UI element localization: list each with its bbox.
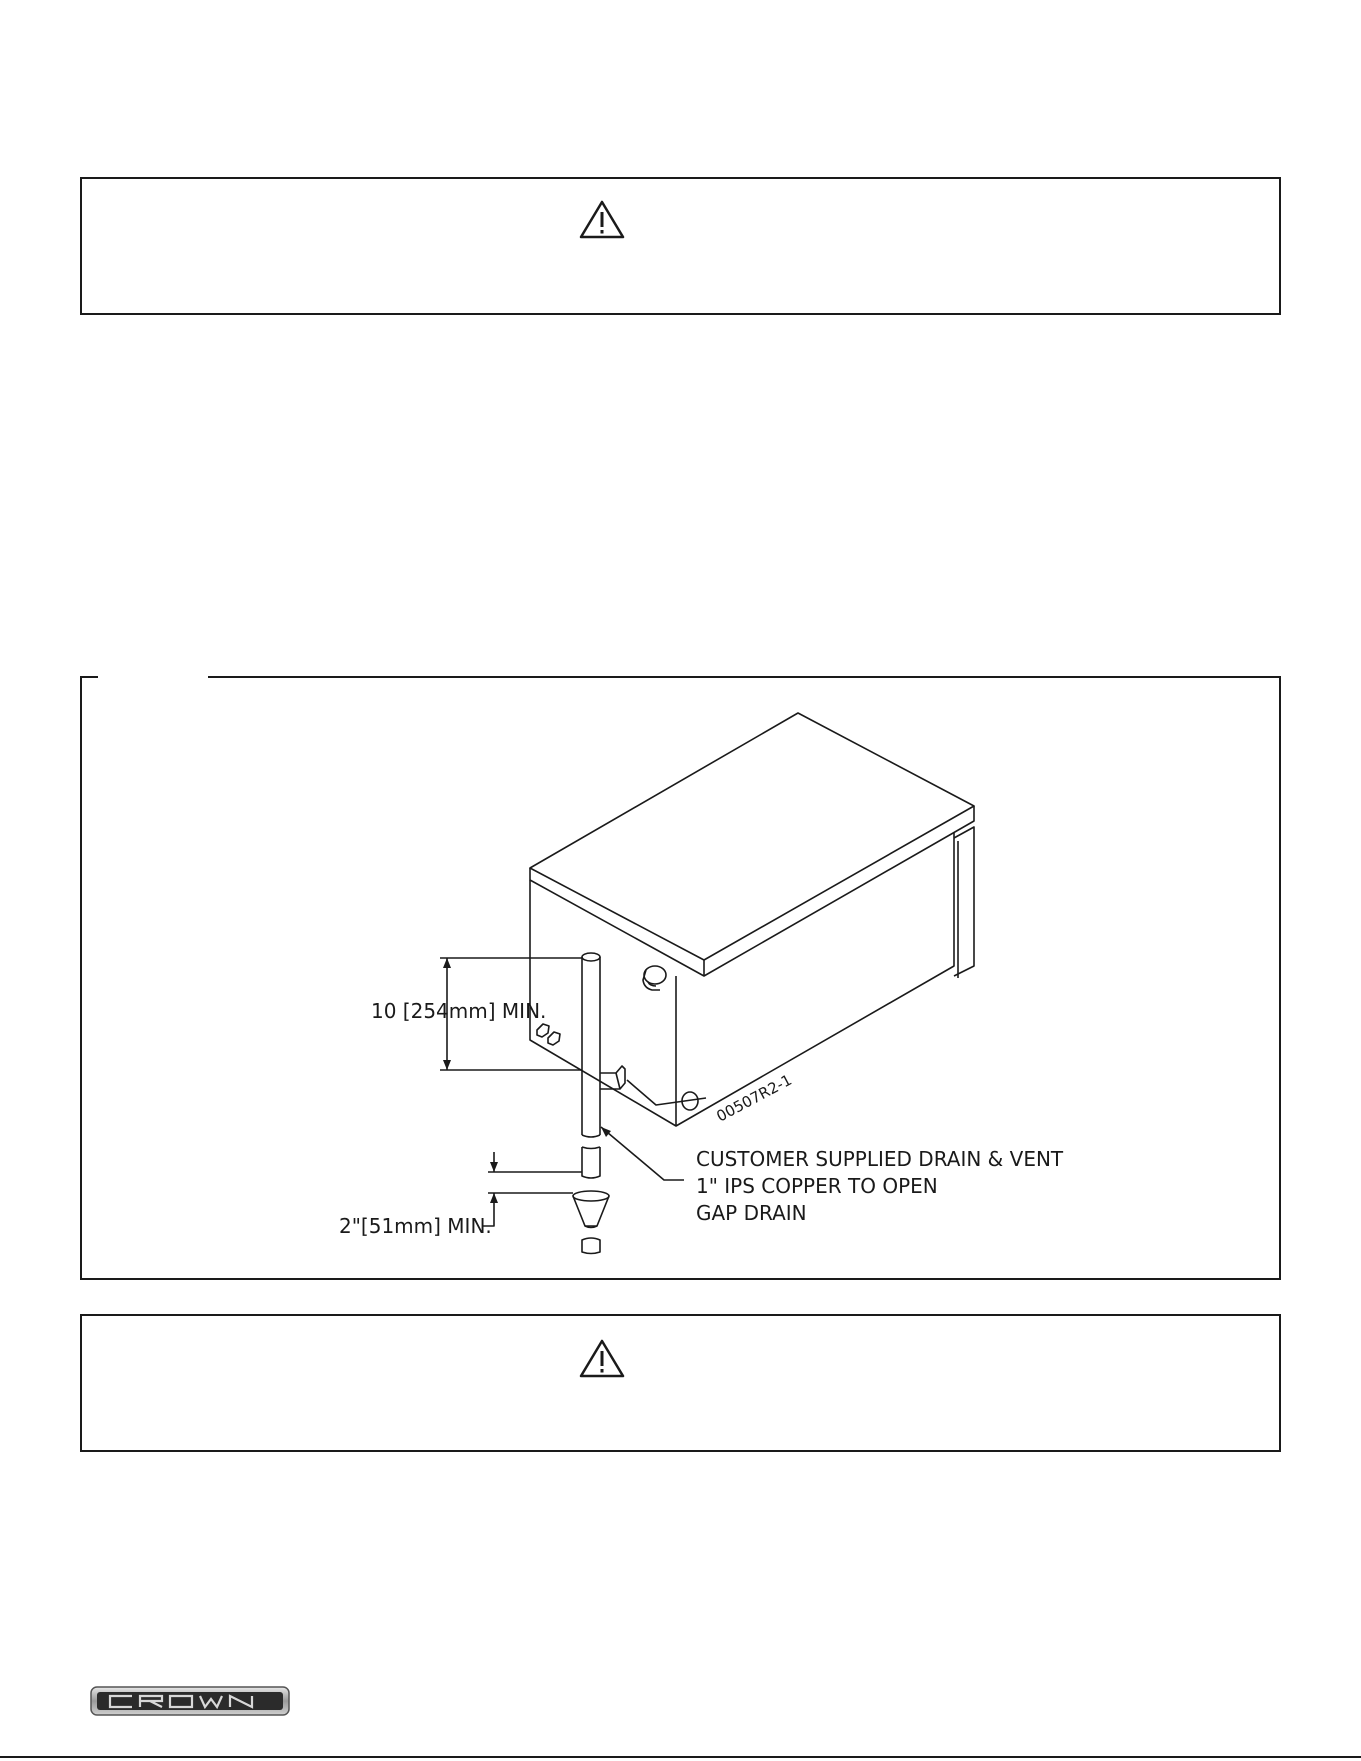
warning-box-bottom (80, 1314, 1281, 1452)
callout-leader (601, 1127, 684, 1180)
crown-logo (90, 1686, 290, 1716)
page-bottom-rule (0, 1756, 1361, 1758)
lower-pipe-segment (582, 1147, 600, 1178)
crown-logo-text: CROWN (90, 1686, 94, 1687)
dimension-10in-label: 10 [254mm] MIN. (371, 999, 547, 1023)
bottom-pipe-stub (582, 1238, 600, 1254)
callout-line-3: GAP DRAIN (696, 1201, 807, 1225)
cabinet-body (530, 833, 954, 1126)
vent-pipe (582, 953, 600, 1137)
drawing-number: 00507R2-1 (713, 1070, 795, 1126)
elbow-fitting (643, 966, 666, 990)
callout-line-2: 1" IPS COPPER TO OPEN (696, 1174, 938, 1198)
callout-line-1: CUSTOMER SUPPLIED DRAIN & VENT (696, 1147, 1064, 1171)
warning-triangle-icon (579, 1338, 625, 1378)
tee-connector (600, 1066, 625, 1089)
side-panel (954, 827, 974, 976)
small-fittings (537, 1024, 560, 1045)
drain-funnel (573, 1191, 609, 1228)
cabinet-top (530, 713, 974, 960)
dimension-2in-label: 2"[51mm] MIN. (339, 1214, 492, 1238)
